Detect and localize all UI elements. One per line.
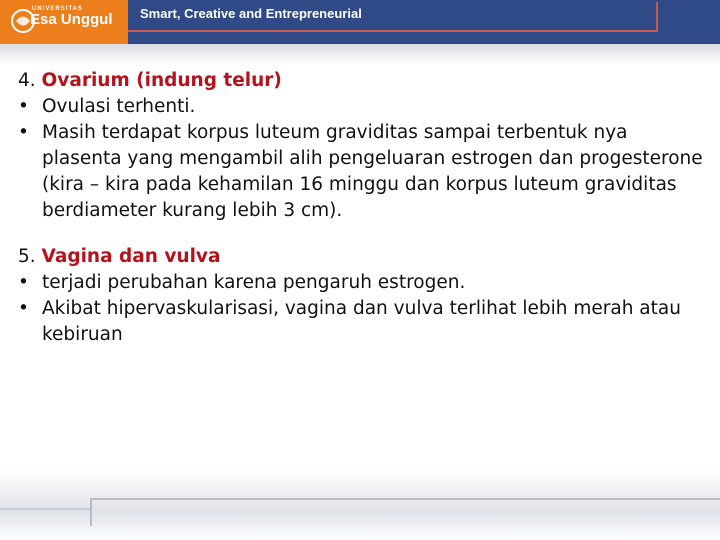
university-name: Esa Unggul [30, 11, 113, 28]
section-ovarium [18, 68, 708, 224]
section-number: 5. [18, 246, 36, 267]
section-title: Ovarium (indung telur) [41, 70, 282, 91]
list-item [18, 296, 708, 348]
bullet-icon: • [18, 96, 29, 117]
header-shadow [0, 44, 720, 64]
footer-frame [90, 498, 720, 526]
section-vagina [18, 244, 708, 348]
bullet-text: Masih terdapat korpus luteum graviditas sampai terbentuk nya plasenta yang mengambil alih pengeluaran estrogen dan progesterone (kira – kira pada kehamilan 16 minggu dan korpus luteum graviditas berdiameter kurang lebih 3 cm). [42, 122, 703, 221]
slide-content [18, 68, 708, 348]
header-right-block [660, 0, 720, 44]
bullet-text: Akibat hipervaskularisasi, vagina dan vulva terlihat lebih merah atau kebiruan [42, 298, 681, 345]
tagline: Smart, Creative and Entrepreneurial [140, 6, 362, 21]
bullet-list [18, 94, 708, 224]
logo-panel [0, 0, 128, 44]
university-label: UNIVERSITAS [32, 6, 83, 12]
bullet-icon: • [18, 122, 29, 143]
bullet-text: terjadi perubahan karena pengaruh estrogen. [42, 272, 466, 293]
footer-line [0, 508, 90, 510]
list-item [18, 94, 708, 120]
bullet-list [18, 270, 708, 348]
bullet-icon: • [18, 272, 29, 293]
section-title: Vagina dan vulva [41, 246, 221, 267]
university-logo[interactable] [10, 6, 128, 38]
bullet-icon: • [18, 298, 29, 319]
section-heading [18, 68, 708, 94]
header-bar [0, 0, 720, 44]
list-item [18, 270, 708, 296]
section-heading [18, 244, 708, 270]
bullet-text: Ovulasi terhenti. [42, 96, 196, 117]
list-item [18, 120, 708, 224]
section-number: 4. [18, 70, 36, 91]
